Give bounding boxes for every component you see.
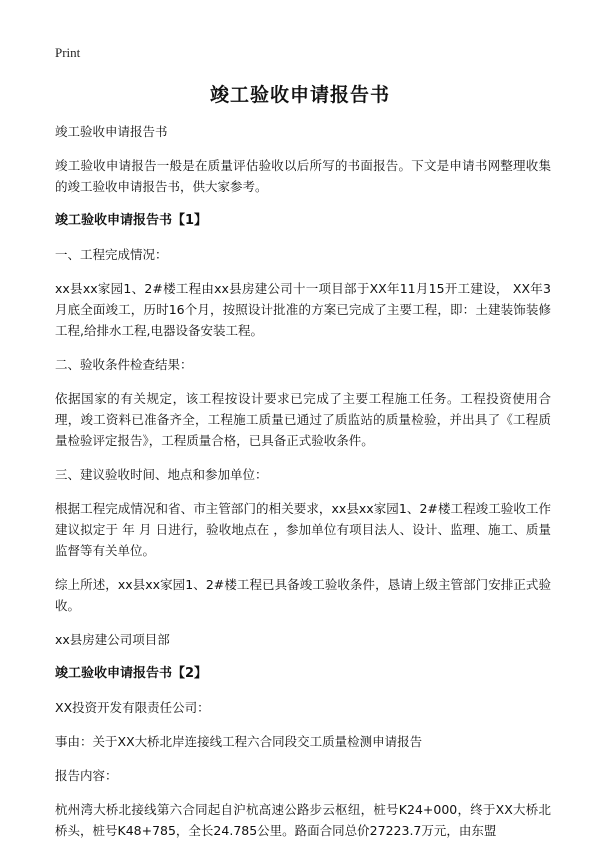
section-1-signature: xx县房建公司项目部 xyxy=(55,632,170,647)
section-1-paragraph-1: xx县xx家园1、2#楼工程由xx县房建公司十一项目部于XX年11月15开工建设， XX年3月底全面竣工，历时16个月，按照设计批准的方案已完成了主要工程，即：土建装饰装修工程,给排水工程,电器设备安装工程。 xyxy=(55,281,551,338)
section-1-paragraph-4: 综上所述，xx县xx家园1、2#楼工程已具备竣工验收条件，恳请上级主管部门安排正式验收。 xyxy=(55,577,551,613)
section-2-title: 竣工验收申请报告书【2】 xyxy=(55,666,208,681)
page-title: 竣工验收申请报告书 xyxy=(209,84,390,106)
intro-paragraph: 竣工验收申请报告一般是在质量评估验收以后所写的书面报告。下文是申请书网整理收集的竣工验收申请报告书，供大家参考。 xyxy=(55,158,551,194)
section-1-paragraph-3: 根据工程完成情况和省、市主管部门的相关要求，xx县xx家园1、2#楼工程竣工验收工作建议拟定于 年 月 日进行，验收地点在 ，参加单位有项目法人、设计、监理、施工、质量监督等有关单位。 xyxy=(55,501,551,558)
section-2-recipient: XX投资开发有限责任公司： xyxy=(55,700,210,715)
article-body xyxy=(55,121,551,854)
section-2-content-label: 报告内容： xyxy=(55,768,118,783)
section-1-heading-1: 一、工程完成情况： xyxy=(55,247,168,262)
section-2-paragraph-1: 杭州湾大桥北接线第六合同起自沪杭高速公路步云枢纽，桩号K24+000，终于XX大桥北桥头，桩号K48+785，全长24.785公里。路面合同总价27223.7万元，由东盟 xyxy=(55,802,551,838)
article-subtitle: 竣工验收申请报告书 xyxy=(55,124,168,139)
section-1-title: 竣工验收申请报告书【1】 xyxy=(55,213,208,228)
section-1-paragraph-2: 依据国家的有关规定，该工程按设计要求已完成了主要工程施工任务。工程投资使用合理，竣工资料已准备齐全，工程施工质量已通过了质监站的质量检验，并出具了《工程质量检验评定报告》，工程质量合格，已具备正式验收条件。 xyxy=(55,391,551,448)
section-1-heading-2: 二、验收条件检查结果： xyxy=(55,357,193,372)
print-link[interactable]: Print xyxy=(55,45,81,60)
section-1-heading-3: 三、建议验收时间、地点和参加单位： xyxy=(55,467,268,482)
section-2-subject: 事由：关于XX大桥北岸连接线工程六合同段交工质量检测申请报告 xyxy=(55,734,423,749)
